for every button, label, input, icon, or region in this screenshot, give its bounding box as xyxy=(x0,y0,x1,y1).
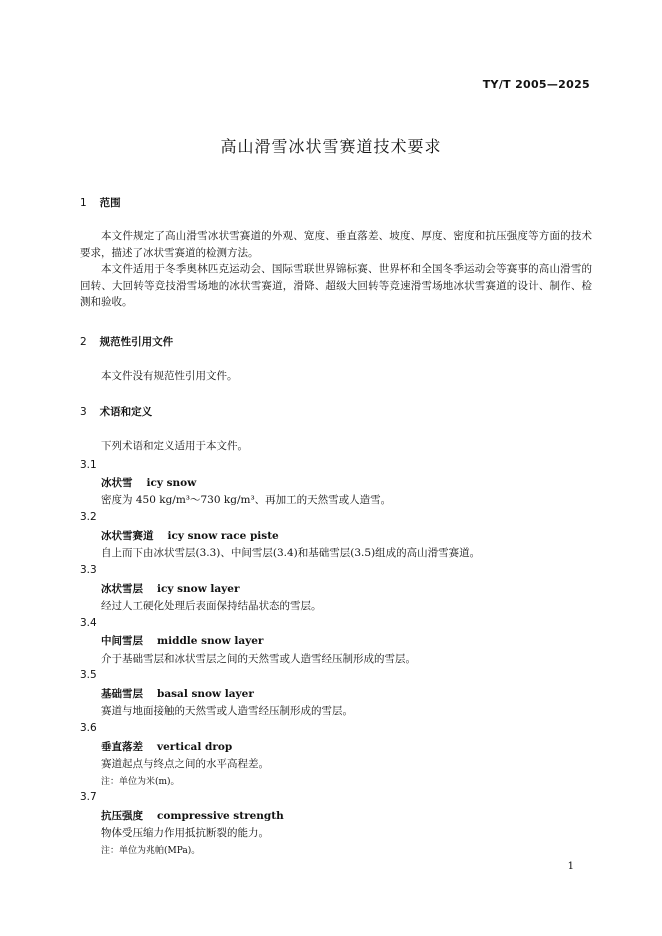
term-number: 3.2 xyxy=(80,511,97,523)
term-english: vertical drop xyxy=(157,741,233,753)
term-entry-icy-snow xyxy=(101,475,196,490)
scope-paragraph-2: 本文件适用于冬季奥林匹克运动会、国际雪联世界锦标赛、世界杯和全国冬季运动会等赛事的高山滑雪的回转、大回转等竞技滑雪场地的冰状雪赛道，滑降、超级大回转等竞速滑雪场地冰状雪赛道的设计、制作、检测和验收。 xyxy=(80,263,592,308)
term-chinese: 冰状雪层 xyxy=(101,583,143,595)
term-english: icy snow race piste xyxy=(167,530,279,542)
term-chinese: 冰状雪赛道 xyxy=(101,530,154,542)
term-entry-icy-snow-race-piste xyxy=(101,528,279,543)
term-english: middle snow layer xyxy=(157,635,264,647)
term-entry-basal-snow-layer xyxy=(101,686,254,701)
term-number: 3.4 xyxy=(80,617,97,629)
section-number: 1 xyxy=(80,197,87,209)
term-definition: 经过人工硬化处理后表面保持结晶状态的雪层。 xyxy=(101,600,322,612)
term-chinese: 中间雪层 xyxy=(101,635,143,647)
term-entry-middle-snow-layer xyxy=(101,633,263,648)
document-title: 高山滑雪冰状雪赛道技术要求 xyxy=(220,137,442,156)
section-title: 规范性引用文件 xyxy=(99,336,174,348)
page-number: 1 xyxy=(567,861,574,872)
term-number: 3.3 xyxy=(80,564,97,576)
term-definition: 赛道起点与终点之间的水平高程差。 xyxy=(101,758,269,770)
term-definition: 介于基础雪层和冰状雪层之间的天然雪或人造雪经压制形成的雪层。 xyxy=(101,653,416,665)
term-chinese: 垂直落差 xyxy=(101,741,143,753)
scope-paragraph-1: 本文件规定了高山滑雪冰状雪赛道的外观、宽度、垂直落差、坡度、厚度、密度和抗压强度等方面的技术要求，描述了冰状雪赛道的检测方法。 xyxy=(80,230,592,259)
term-entry-compressive-strength xyxy=(101,808,284,823)
term-chinese: 基础雪层 xyxy=(101,688,143,700)
section-heading-normative-references xyxy=(80,334,173,349)
term-english: icy snow xyxy=(146,477,197,489)
document-code: TY/T 2005—2025 xyxy=(482,78,590,91)
term-note: 注：单位为米(m)。 xyxy=(101,777,180,787)
section-heading-terms xyxy=(80,404,152,419)
section-heading-scope xyxy=(80,195,121,210)
term-english: compressive strength xyxy=(157,810,284,822)
section-number: 3 xyxy=(80,406,87,418)
term-english: icy snow layer xyxy=(157,583,240,595)
term-definition: 自上而下由冰状雪层(3.3)、中间雪层(3.4)和基础雪层(3.5)组成的高山滑雪赛道。 xyxy=(101,547,481,559)
term-definition: 密度为 450 kg/m³～730 kg/m³、再加工的天然雪或人造雪。 xyxy=(101,494,392,506)
term-number: 3.5 xyxy=(80,669,97,681)
term-chinese: 抗压强度 xyxy=(101,810,143,822)
term-english: basal snow layer xyxy=(157,688,254,700)
term-note: 注：单位为兆帕(MPa)。 xyxy=(101,846,201,856)
term-chinese: 冰状雪 xyxy=(101,477,133,489)
normative-references-paragraph: 本文件没有规范性引用文件。 xyxy=(101,370,238,382)
section-number: 2 xyxy=(80,336,87,348)
term-number: 3.6 xyxy=(80,722,97,734)
section-title: 术语和定义 xyxy=(99,406,153,418)
term-number: 3.7 xyxy=(80,791,97,803)
term-entry-icy-snow-layer xyxy=(101,581,240,596)
terms-intro-paragraph: 下列术语和定义适用于本文件。 xyxy=(101,440,248,452)
term-number: 3.1 xyxy=(80,459,97,471)
section-title: 范围 xyxy=(99,197,121,209)
term-definition: 物体受压缩力作用抵抗断裂的能力。 xyxy=(101,827,269,839)
term-definition: 赛道与地面接触的天然雪或人造雪经压制形成的雪层。 xyxy=(101,705,353,717)
term-entry-vertical-drop xyxy=(101,739,232,754)
